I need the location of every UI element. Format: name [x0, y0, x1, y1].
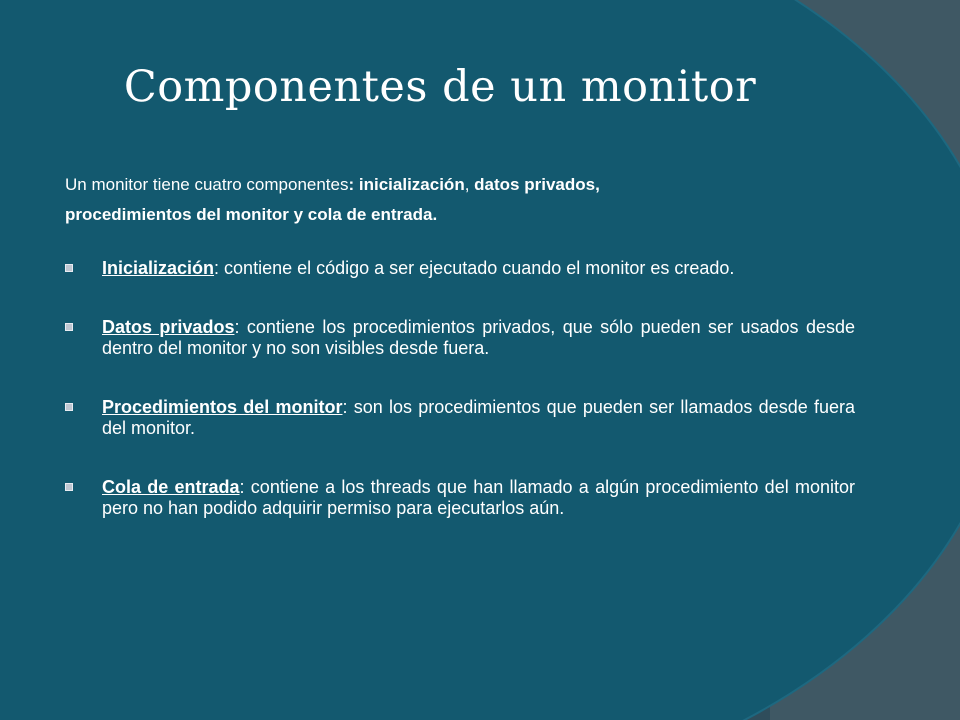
intro-term-datos-privados: datos privados, [474, 175, 600, 194]
bullet-description: : contiene a los threads que han llamado a algún procedimiento del monitor pero no han podido adquirir permiso para ejecutarlos aún. [102, 477, 855, 518]
slide-title: Componentes de un monitor [123, 62, 757, 112]
bullet-description: : son los procedimientos que pueden ser llamados desde fuera del monitor. [102, 397, 855, 438]
square-bullet-icon [65, 403, 73, 411]
bullet-term: Inicialización [102, 258, 215, 278]
intro-line-2: procedimientos del monitor y cola de entrada. [65, 205, 438, 224]
bullet-term: Procedimientos del monitor [102, 397, 343, 417]
intro-paragraph [65, 170, 845, 230]
square-bullet-icon [65, 323, 73, 331]
intro-term-inicializacion: inicialización [358, 175, 465, 194]
bullet-item-inicializacion [65, 258, 855, 279]
bullet-item-cola-de-entrada [65, 477, 855, 519]
intro-separator: , [464, 175, 475, 194]
square-bullet-icon [65, 264, 73, 272]
bullet-item-procedimientos [65, 397, 855, 439]
bullet-term: Datos privados [102, 317, 235, 337]
bullet-term: Cola de entrada [102, 477, 240, 497]
bullet-description: : contiene los procedimientos privados, que sólo pueden ser usados desde dentro del monitor y no son visibles desde fuera. [102, 317, 855, 358]
bullet-list [65, 258, 855, 519]
bullet-description: : contiene el código a ser ejecutado cuando el monitor es creado. [214, 258, 735, 278]
intro-colon: : [348, 175, 359, 194]
intro-text: Un monitor tiene cuatro componentes [65, 175, 349, 194]
bullet-item-datos-privados [65, 317, 855, 359]
square-bullet-icon [65, 483, 73, 491]
